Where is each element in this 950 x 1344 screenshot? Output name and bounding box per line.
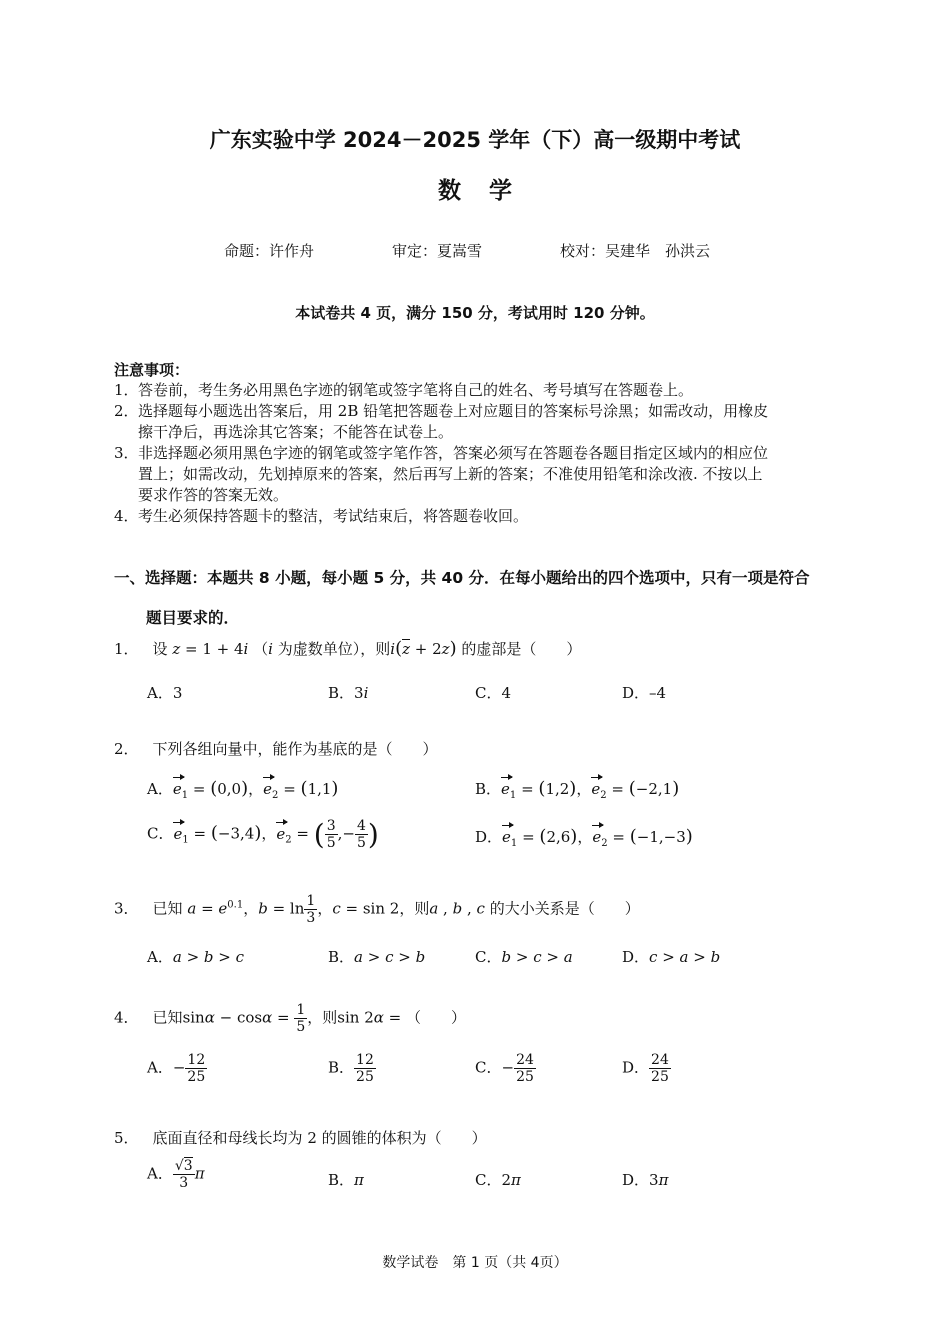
subject-title: 数学 [438,178,540,204]
q4-option-d: D． $\frac{24}{25}$ [622,1052,669,1086]
q1-option-b: B．3i [328,684,369,702]
q5-option-a: A． $\frac{√3}{3}$ π [147,1158,205,1192]
q2-option-a: A．$e_1 = (0,0)$，$e_2 = (1,1)$ [147,778,339,801]
credit-proof: 校对：吴建华 孙洪云 [560,242,711,260]
section-heading: 一、选择题：本题共 8 小题，每小题 5 分，共 40 分．在每小题给出的四个选项中，只有一项是符合 题目要求的． [114,569,810,627]
exam-title: 广东实验中学 2024－2025 学年（下）高一级期中考试 [209,128,741,152]
q5-option-d: D．3π [622,1171,669,1189]
q3-option-b: B．a > c > b [328,948,426,966]
question-4: 4． 已知sinα − cosα = $\frac{1}{5}$ ，则sin 2α = （ ） [114,1002,467,1036]
q1-option-c: C．4 [475,684,512,702]
notice-item: 2．选择题每小题选出答案后，用 2B 铅笔把答题卷上对应题目的答案标号涂黑；如需改动，用橡皮 擦干净后，再选涂其它答案；不能答在试卷上。 [114,402,769,441]
q5-option-b: B．π [328,1171,364,1189]
question-1: 1． 设 z = 1 + 4i （i 为虚数单位），则i(z + 2z) 的虚部是（ ） [114,638,582,659]
q5-option-c: C．2π [475,1171,521,1189]
q3-option-a: A．a > b > c [147,948,245,966]
notice-heading: 注意事项： [114,361,190,379]
q4-option-b: B． $\frac{12}{25}$ [328,1052,374,1086]
notice-list [114,380,838,527]
q1-option-d: D．–4 [622,684,667,702]
q3-option-d: D．c > a > b [622,948,721,966]
question-5: 5． 底面直径和母线长均为 2 的圆锥的体积为（ ） [114,1129,487,1147]
question-3: 3． 已知 $a = e^{0.1}$，b = ln $\frac{1}{3}$ ，c = sin 2，则a , b , c 的大小关系是（ ） [114,893,640,927]
q1-option-a: A．3 [147,684,183,702]
notice-item: 3．非选择题必须用黑色字迹的钢笔或签字笔作答，答案必须写在答题卷各题目指定区域内的相应位 置上；如需改动，先划掉原来的答案，然后再写上新的答案；不准使用铅笔和涂改液. 不按以上 要求作答的答案无效。 [114,444,769,504]
q4-option-a: A．− $\frac{12}{25}$ [147,1052,206,1086]
credit-author: 命题：许作舟 [224,242,315,260]
q3-option-c: C．b > c > a [475,948,573,966]
q2-option-b: B．$e_1 = (1,2)$，$e_2 = (-2,1)$ [475,778,680,801]
notice-item: 1．答卷前，考生务必用黑色字迹的钢笔或签字笔将自己的姓名、考号填写在答题卷上。 [114,381,694,399]
q4-option-c: C．− $\frac{24}{25}$ [475,1052,534,1086]
question-2: 2． 下列各组向量中，能作为基底的是（ ） [114,740,438,758]
credit-reviewer: 审定：夏嵩雪 [392,242,483,260]
notice-item: 4．考生必须保持答题卡的整洁，考试结束后，将答题卷收回。 [114,507,529,525]
q2-option-d: D．$e_1 = (2,6)$，$e_2 = (-1,-3)$ [475,826,693,849]
exam-info: 本试卷共 4 页，满分 150 分，考试用时 120 分钟。 [295,304,655,322]
q2-option-c: C．$e_1 = (-3,4)$，$e_2$ = ( $\frac{3}{5}$ ,− $\frac{4}{5}$ ) [147,818,379,852]
page-footer: 数学试卷 第 1 页（共 4页） [382,1255,568,1271]
